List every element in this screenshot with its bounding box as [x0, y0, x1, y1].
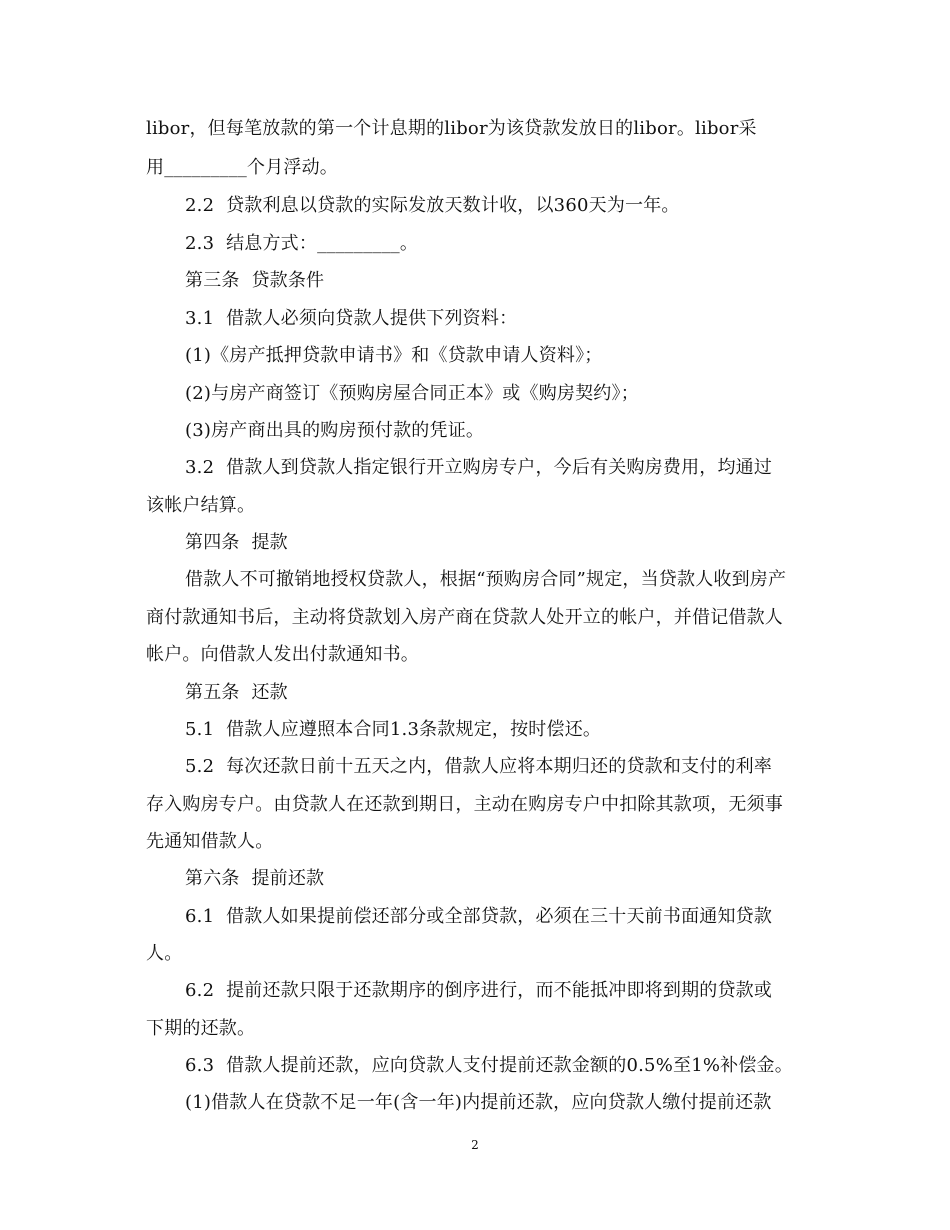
page-number: 2	[471, 1138, 479, 1152]
text-line: libor，但每笔放款的第一个计息期的libor为该贷款发放日的libor。libor采	[146, 118, 757, 139]
list-item: (1)《房产抵押贷款申请书》和《贷款申请人资料》；	[185, 345, 603, 366]
clause-line: 3.1 借款人必须向贷款人提供下列资料：	[185, 308, 518, 329]
text-line: 帐户。向借款人发出付款通知书。	[146, 644, 419, 665]
clause-line: 6.3 借款人提前还款，应向贷款人支付提前还款金额的0.5%至1%补偿金。	[185, 1055, 793, 1076]
clause-line: 6.2 提前还款只限于还款期序的倒序进行，而不能抵冲即将到期的贷款或	[185, 980, 773, 1001]
list-item: (2)与房产商签订《预购房屋合同正本》或《购房契约》；	[185, 383, 639, 404]
text-line: 存入购房专户。由贷款人在还款到期日，主动在购房专户中扣除其款项，无须事	[146, 794, 783, 815]
article-heading: 第五条 还款	[185, 682, 288, 703]
text-line: 下期的还款。	[146, 1018, 256, 1039]
list-item: (3)房产商出具的购房预付款的凭证。	[185, 420, 485, 441]
article-heading: 第六条 提前还款	[185, 868, 325, 889]
text-line: 先通知借款人。	[146, 831, 274, 852]
clause-line: 2.2 贷款利息以贷款的实际发放天数计收，以360天为一年。	[185, 195, 680, 216]
paragraph-line: 借款人不可撤销地授权贷款人，根据“预购房合同”规定，当贷款人收到房产	[185, 569, 787, 590]
clause-line: 2.3 结息方式：_________。	[185, 233, 419, 254]
list-item: (1)借款人在贷款不足一年(含一年)内提前还款，应向贷款人缴付提前还款	[185, 1092, 772, 1113]
text-line: 用_________个月浮动。	[146, 157, 338, 178]
text-line: 商付款通知书后，主动将贷款划入房产商在贷款人处开立的帐户，并借记借款人	[146, 607, 783, 628]
clause-line: 6.1 借款人如果提前偿还部分或全部贷款，必须在三十天前书面通知贷款	[185, 906, 773, 927]
clause-line: 5.2 每次还款日前十五天之内，借款人应将本期归还的贷款和支付的利率	[185, 756, 773, 777]
text-line: 该帐户结算。	[146, 495, 256, 516]
clause-line: 5.1 借款人应遵照本合同1.3条款规定，按时偿还。	[185, 719, 602, 740]
article-heading: 第四条 提款	[185, 532, 288, 553]
article-heading: 第三条 贷款条件	[185, 270, 325, 291]
text-line: 人。	[146, 943, 183, 964]
clause-line: 3.2 借款人到贷款人指定银行开立购房专户，今后有关购房费用，均通过	[185, 457, 773, 478]
